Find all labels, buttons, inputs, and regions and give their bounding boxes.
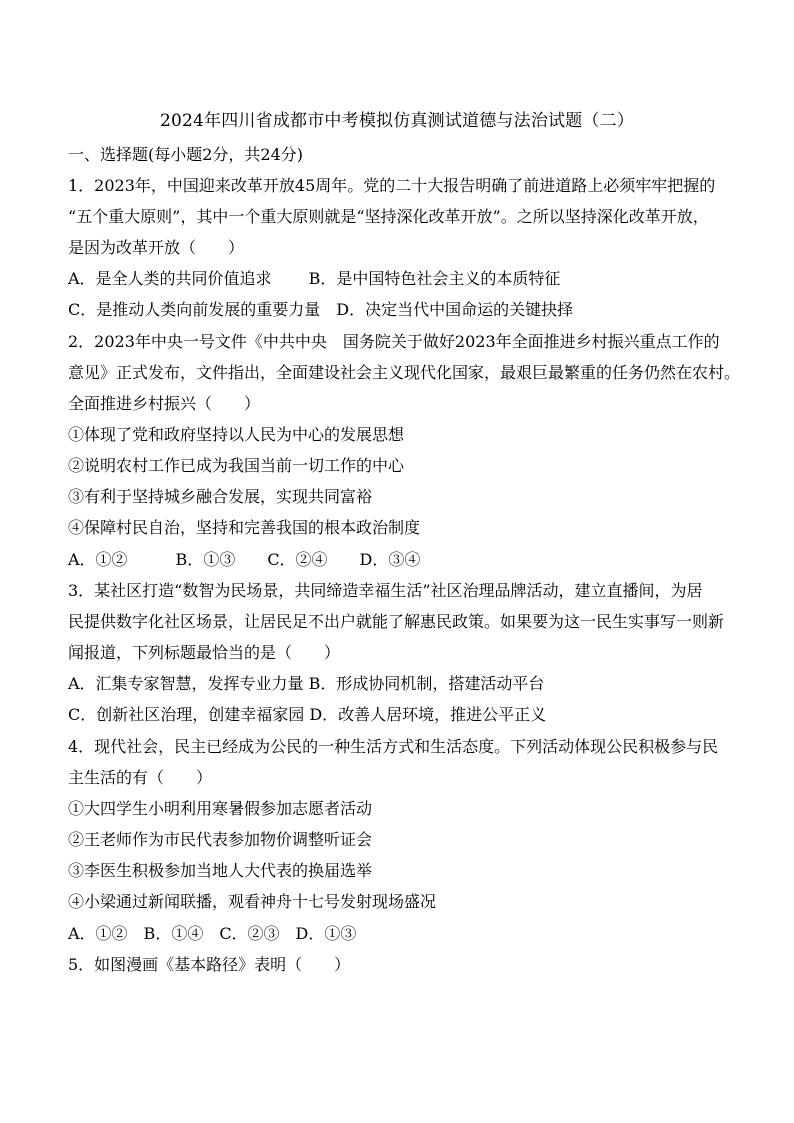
section-heading: 一、选择题(每小题2分，共24分) <box>68 145 304 164</box>
q3-options-row-1: A．汇集专家智慧，发挥专业力量 B．形成协同机制，搭建活动平台 <box>68 674 545 693</box>
q4-statement-3: ③李医生积极参加当地人大代表的换届选举 <box>68 861 373 880</box>
q4-line-1: 4．现代社会，民主已经成为公民的一种生活方式和生活态度。下列活动体现公民积极参与民 <box>68 737 719 756</box>
q1-line-3: 是因为改革开放（ ） <box>68 238 245 257</box>
q2-options: A．①② B．①③ C．②④ D．③④ <box>68 550 421 569</box>
q2-statement-2: ②说明农村工作已成为我国当前一切工作的中心 <box>68 456 405 475</box>
q1-line-1: 1．2023年，中国迎来改革开放45周年。党的二十大报告明确了前进道路上必须牢牢把握的 <box>68 176 716 195</box>
q3-line-3: 闻报道，下列标题最恰当的是（ ） <box>68 643 341 662</box>
q4-statement-1: ①大四学生小明利用寒暑假参加志愿者活动 <box>68 799 373 818</box>
q4-statement-2: ②王老师作为市民代表参加物价调整听证会 <box>68 830 373 849</box>
q2-statement-4: ④保障村民自治，坚持和完善我国的根本政治制度 <box>68 518 421 537</box>
q2-line-1: 2．2023年中央一号文件《中共中央 国务院关于做好2023年全面推进乡村振兴重点工作的 <box>68 332 720 351</box>
q2-statement-3: ③有利于坚持城乡融合发展，实现共同富裕 <box>68 487 373 506</box>
q2-line-2: 意见》正式发布，文件指出，全面建设社会主义现代化国家，最艰巨最繁重的任务仍然在农村。 <box>68 363 741 382</box>
q4-line-2: 主生活的有（ ） <box>68 768 213 787</box>
q1-options-row-2: C．是推动人类向前发展的重要力量 D．决定当代中国命运的关键抉择 <box>68 300 574 319</box>
q3-line-1: 3．某社区打造“数智为民场景，共同缔造幸福生活”社区治理品牌活动，建立直播间，为居 <box>68 581 703 600</box>
q1-options-row-1: A．是全人类的共同价值追求 B．是中国特色社会主义的本质特征 <box>68 269 561 288</box>
q4-statement-4: ④小梁通过新闻联播，观看神舟十七号发射现场盛况 <box>68 892 437 911</box>
q5-line-1: 5．如图漫画《基本路径》表明（ ） <box>68 955 351 974</box>
q4-options: A．①② B．①④ C．②③ D．①③ <box>68 924 357 943</box>
q1-line-2: “五个重大原则”，其中一个重大原则就是“坚持深化改革开放”。之所以坚持深化改革开放， <box>68 207 709 226</box>
q3-line-2: 民提供数字化社区场景，让居民足不出户就能了解惠民政策。如果要为这一民生实事写一则新 <box>68 612 725 631</box>
page-title: 2024年四川省成都市中考模拟仿真测试道德与法治试题（二） <box>159 111 635 131</box>
q3-options-row-2: C．创新社区治理，创建幸福家园 D．改善人居环境，推进公平正义 <box>68 705 547 724</box>
q2-statement-1: ①体现了党和政府坚持以人民为中心的发展思想 <box>68 425 405 444</box>
q2-line-3: 全面推进乡村振兴（ ） <box>68 394 261 413</box>
